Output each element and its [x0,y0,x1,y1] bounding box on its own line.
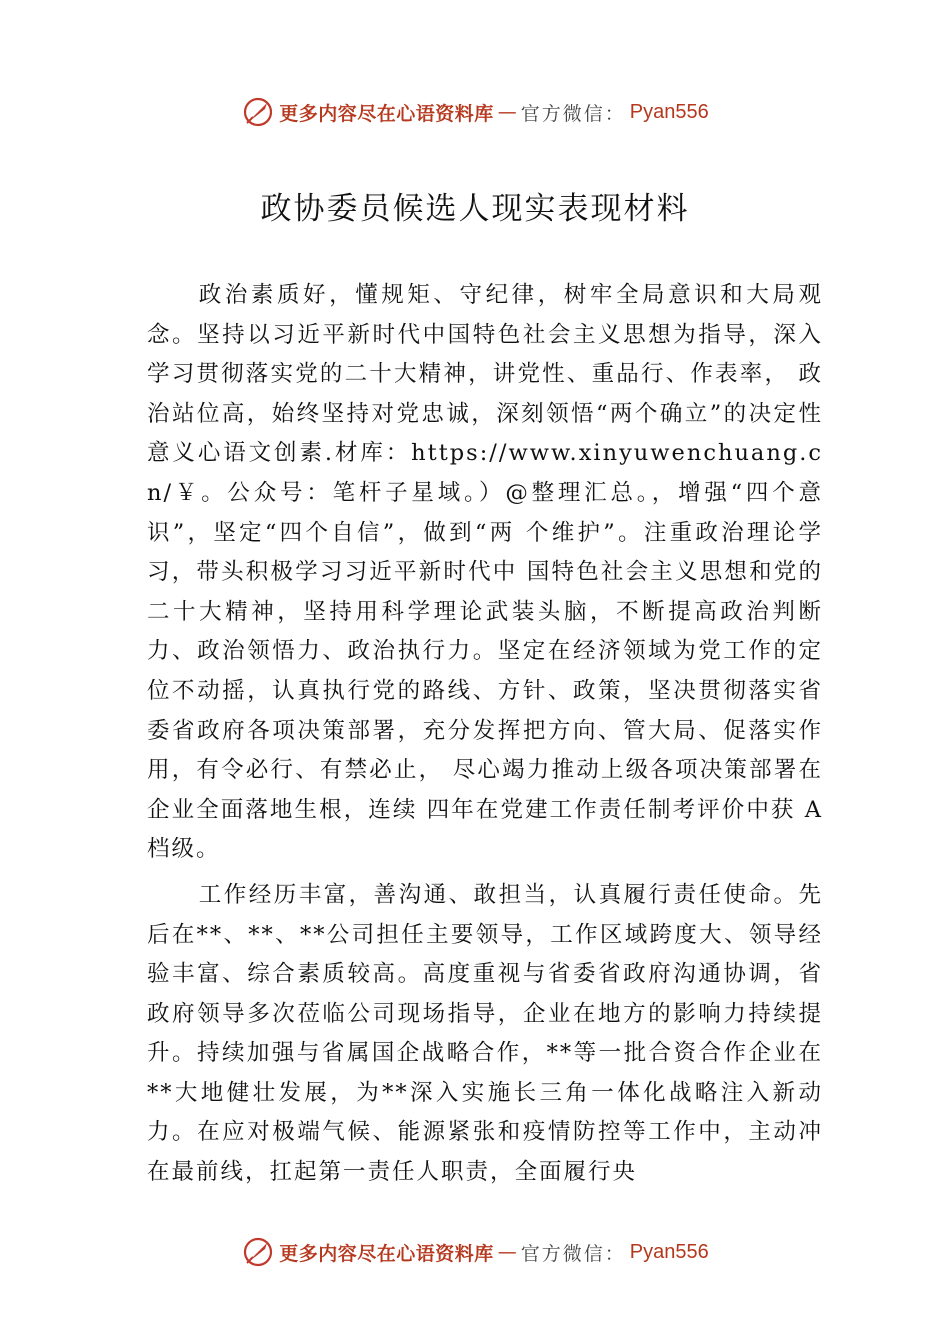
header-banner [0,92,950,132]
document-title: 政协委员候选人现实表现材料 [260,191,690,227]
banner-wechat-id: Pyan556 [629,1240,709,1263]
banner-text: 更多内容尽在心语资料库 [279,102,494,125]
quill-seal-icon [241,1235,275,1269]
banner-separator: — [497,1241,517,1263]
footer-banner [0,1232,950,1272]
paragraph: 工作经历丰富，善沟通、敢担当，认真履行责任使命。先后在**、**、**公司担任主要领导，工作区域跨度大、领导经验丰富、综合素质较高。高度重视与省委省政府沟通协调，省政府领导多次莅临公司现场指导，企业在地方的影响力持续提升。持续加强与省属国企战略合作，**等一批合资合作企业在**大地健壮发展，为**深入实施长三角一体化战略注入新动力。在应对极端气候、能源紧张和疫情防控等工作中，主动冲在最前线，扛起第一责任人职责，全面履行央 [147,881,823,1186]
paragraph: 政治素质好，懂规矩、守纪律，树牢全局意识和大局观念。坚持以习近平新时代中国特色社会主义思想为指导，深入学习贯彻落实党的二十大精神，讲党性、重品行、作表率， 政治站位高，始终坚持对党忠诚，深刻领悟“两个确立”的决定性意义心语文创素.材库：https://www.xinyuwenchuang.cn/￥。公众号：笔杆子星域。）@整理汇总。，增强“四个意识”，坚定“四个自信”，做到“两 个维护”。注重政治理论学习，带头积极学习习近平新时代中 国特色社会主义思想和党的二十大精神，坚持用科学理论武装头脑，不断提高政治判断力、政治领悟力、政治执行力。坚定在经济领域为党工作的定位不动摇，认真执行党的路线、方针、政策，坚决贯彻落实省委省政府各项决策部署，充分发挥把方向、管大局、促落实作用，有令必行、有禁必止， 尽心竭力推动上级各项决策部署在企业全面落地生根，连续 四年在党建工作责任制考评价中获 A 档级。 [147,282,823,863]
banner-separator: — [497,101,517,123]
banner-wechat-label: 官方微信： [520,102,626,125]
banner-wechat-id: Pyan556 [629,100,709,123]
banner-wechat-label: 官方微信： [520,1242,626,1265]
document-body [147,276,823,1193]
banner-text: 更多内容尽在心语资料库 [279,1242,494,1265]
quill-seal-icon [241,95,275,129]
